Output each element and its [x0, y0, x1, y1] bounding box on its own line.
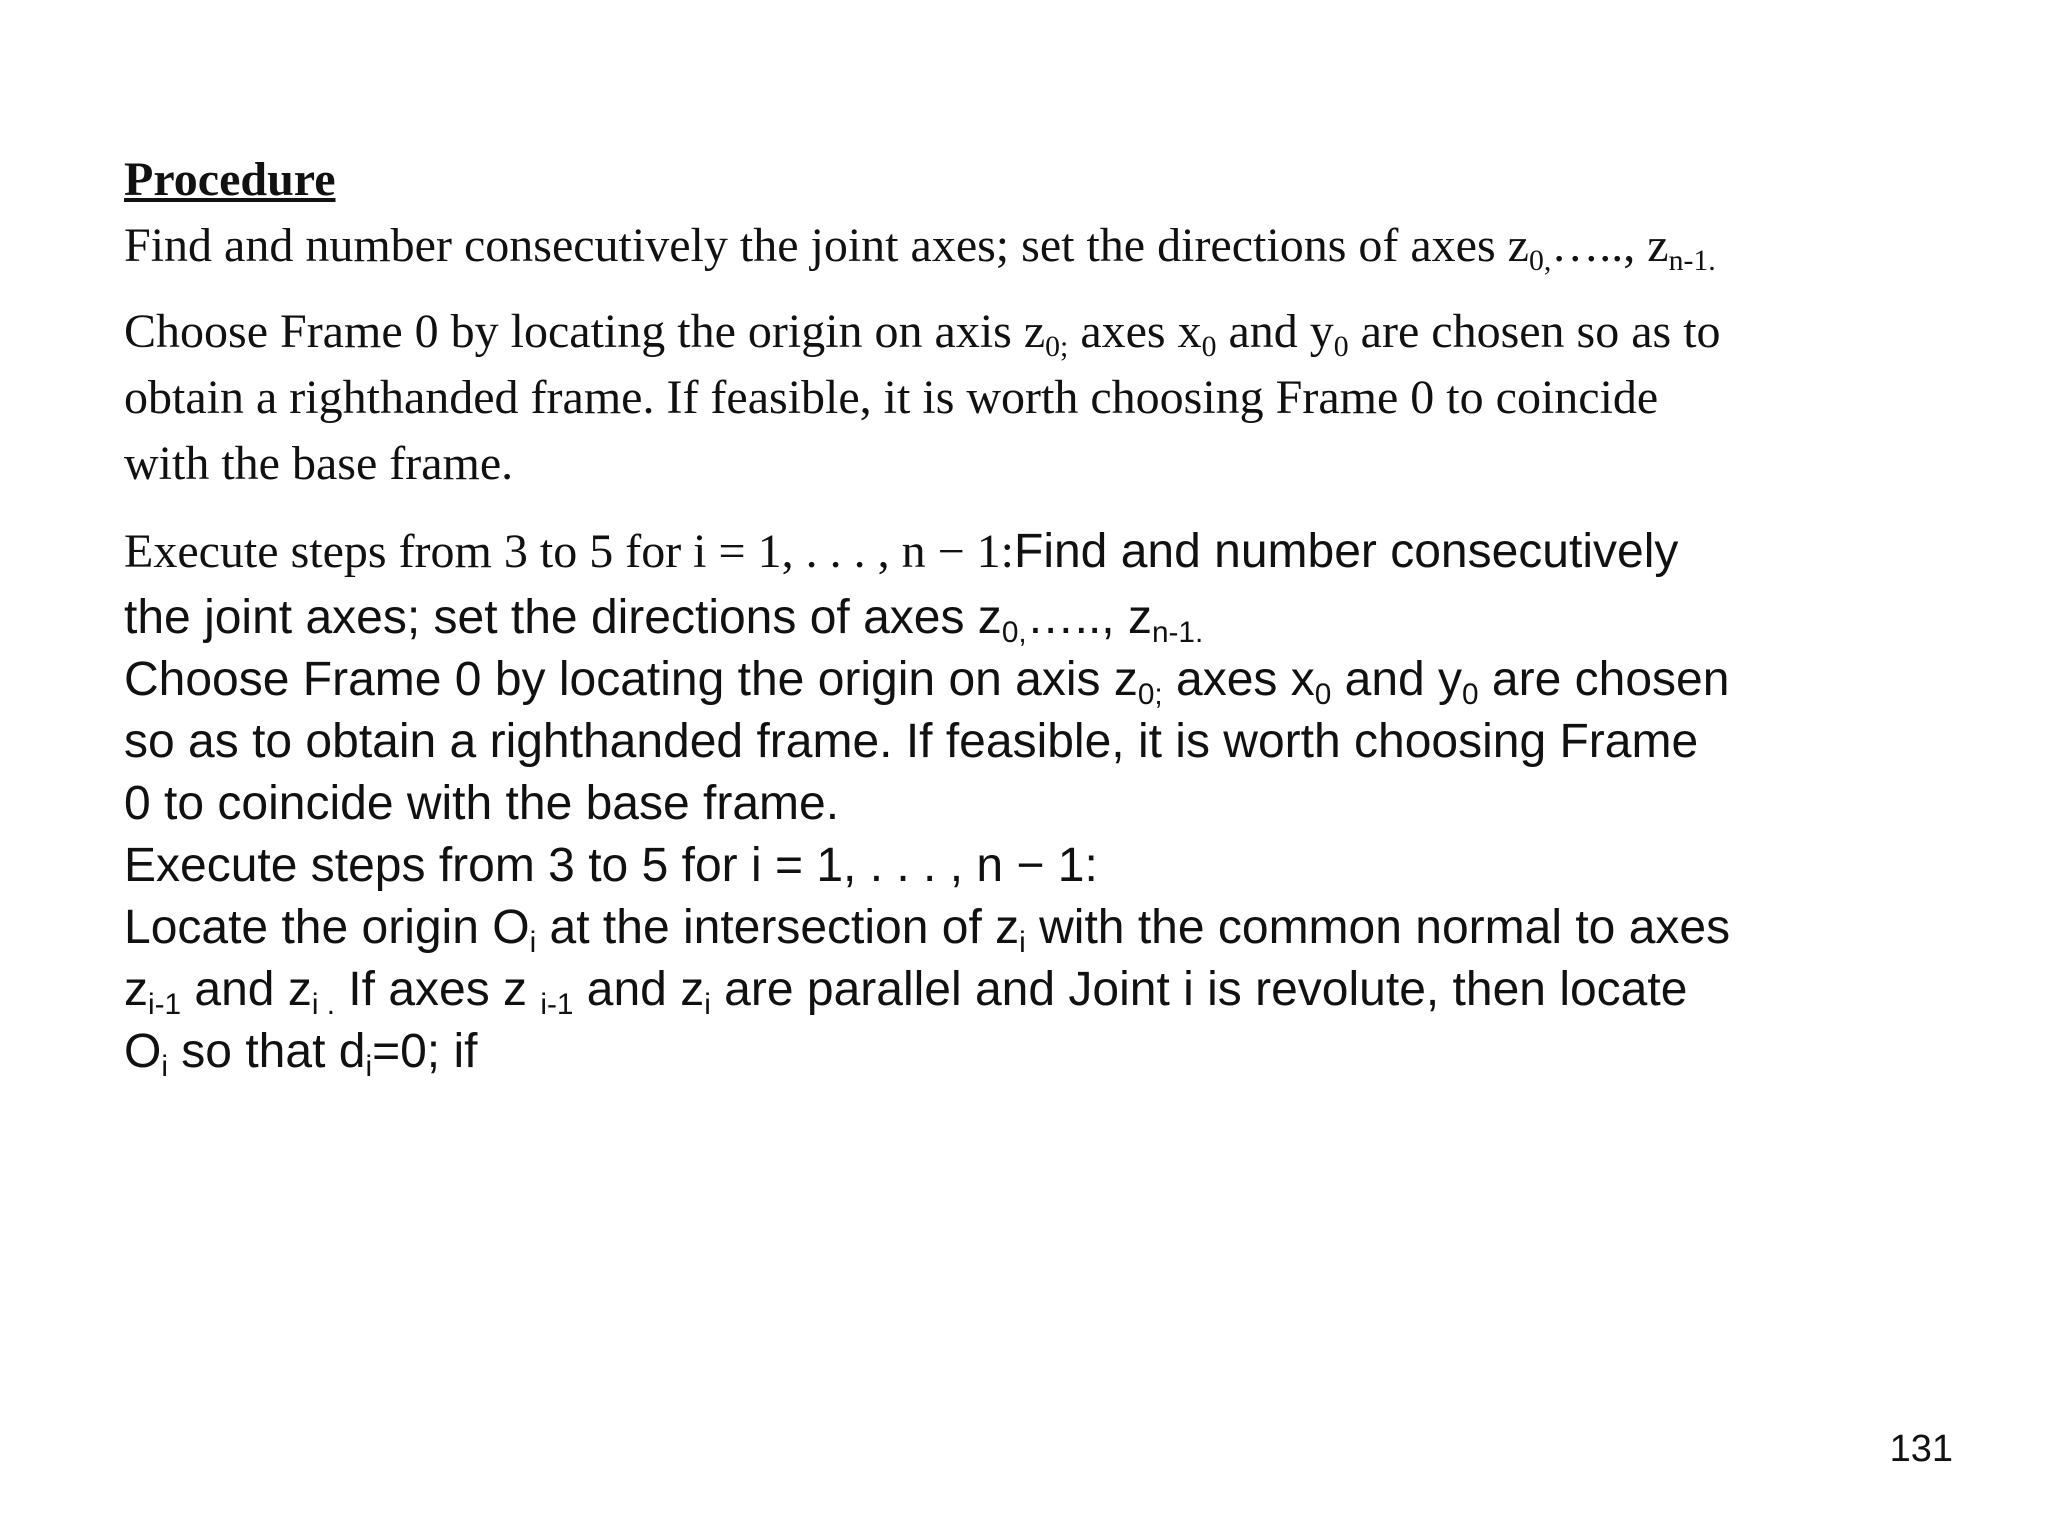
text-run: at the intersection of z [536, 901, 1020, 954]
text-run: and y [1331, 653, 1463, 706]
text-line-9: 0 to coincide with the base frame. [124, 777, 840, 830]
text-run: with the common normal to axes [1025, 901, 1731, 954]
text-run: are parallel and Joint i is revolute, then locate [710, 963, 1688, 1016]
subscript: 0 [1314, 677, 1332, 711]
subscript: n-1. [1151, 615, 1204, 649]
text-run: and z [573, 963, 705, 1016]
subscript: i [704, 987, 711, 1021]
subscript: i-1 [540, 987, 574, 1021]
subscript: 0 [1201, 329, 1217, 363]
subscript: i . [311, 987, 335, 1021]
text-run: are chosen so as to [1348, 305, 1721, 358]
subscript: 0, [1001, 615, 1027, 649]
text-run: Find and number consecutively the joint axes; set the directions of axes z [124, 219, 1529, 272]
text-line-3: obtain a righthanded frame. If feasible, it is worth choosing Frame 0 to coincide [124, 371, 1659, 424]
slide-title: Procedure [124, 153, 336, 206]
text-run: are chosen [1478, 653, 1730, 706]
text-run: If axes z [334, 963, 541, 1016]
subscript: i [529, 925, 537, 959]
subscript: 0 [1462, 677, 1479, 711]
text-run: =0; if [372, 1025, 478, 1078]
text-line-11 [124, 901, 1731, 959]
subscript: 0 [1333, 329, 1349, 363]
text-line-5 [124, 525, 1679, 578]
subscript: 0, [1528, 243, 1552, 277]
text-run: Find and number consecutively [1014, 525, 1679, 578]
text-line-2 [124, 305, 1721, 363]
subscript: i-1 [148, 987, 182, 1021]
text-run: ….., z [1026, 591, 1152, 644]
text-run: axes x [1068, 305, 1202, 358]
text-run: Choose Frame 0 by locating the origin on axis z [124, 653, 1138, 706]
text-run: and z [181, 963, 312, 1016]
text-line-10: Execute steps from 3 to 5 for i = 1, . . . , n − 1: [124, 839, 1098, 892]
text-run: Execute steps from 3 to 5 for i = 1, . . . , n − 1: [124, 525, 1014, 578]
text-line-8: so as to obtain a righthanded frame. If feasible, it is worth choosing Frame [124, 715, 1699, 768]
subscript: i [365, 1049, 373, 1083]
subscript: 0; [1137, 677, 1163, 711]
subscript: n-1. [1668, 243, 1716, 277]
subscript: i [1019, 925, 1026, 959]
text-line-13 [124, 1025, 478, 1083]
text-run: the joint axes; set the directions of axes z [124, 591, 1002, 644]
text-line-4: with the base frame. [124, 437, 514, 490]
text-run: O [124, 1025, 162, 1078]
text-run: Locate the origin O [124, 901, 530, 954]
text-line-12 [124, 963, 1688, 1021]
text-run: ….., z [1551, 219, 1669, 272]
text-run: Choose Frame 0 by locating the origin on axis z [124, 305, 1046, 358]
text-line-6 [124, 591, 1204, 649]
text-line-7 [124, 653, 1730, 711]
subscript: 0; [1045, 329, 1069, 363]
text-run: so that d [167, 1025, 366, 1078]
text-run: and y [1216, 305, 1334, 358]
subscript: i [161, 1049, 168, 1083]
text-line-1 [124, 219, 1716, 277]
page-number: 131 [1889, 1428, 1953, 1470]
text-run: z [124, 963, 148, 1016]
text-run: axes x [1162, 653, 1315, 706]
